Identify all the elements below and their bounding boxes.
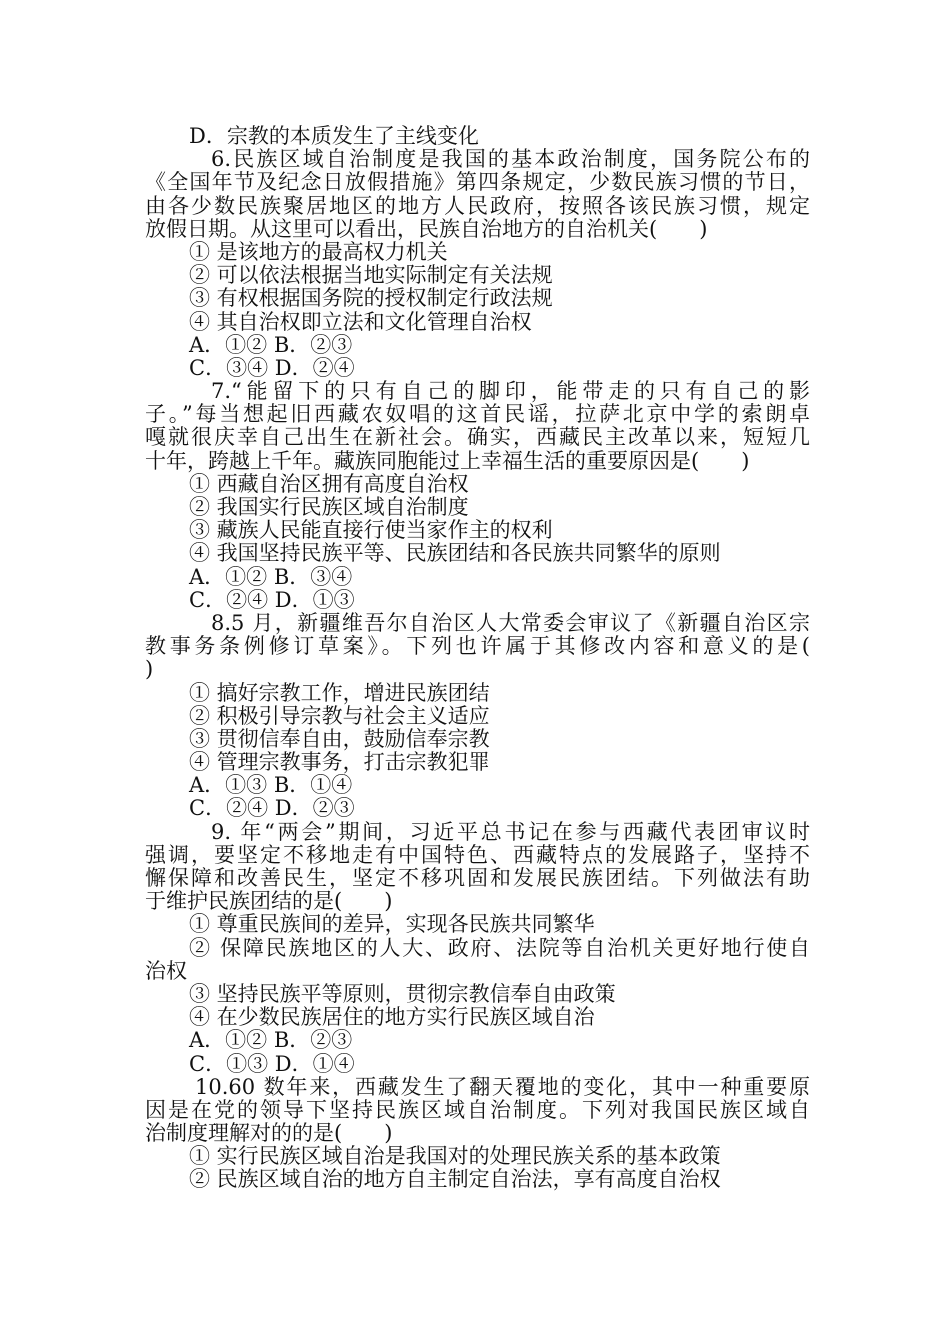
q9-options-ab: A．①② B．②③ [189, 1028, 353, 1053]
q7-statement-2: ② 我国实行民族区域自治制度 [189, 495, 469, 519]
question-6-line-4: 放假日期。从这里可以看出，民族自治地方的自治机关( ) [145, 216, 708, 241]
q10-statement-1: ① 实行民族区域自治是我国对的处理民族关系的基本政策 [189, 1144, 721, 1169]
q10-statement-2: ② 民族区域自治的地方自主制定自治法，享有高度自治权 [189, 1167, 721, 1192]
question-9-line-1: 9. 年“两会”期间，习近平总书记在参与西藏代表团审议时 [211, 820, 810, 844]
q6-options-ab: A．①② B．②③ [189, 332, 353, 357]
q7-options-cd: C．②④ D．①③ [189, 587, 355, 612]
q7-statement-1: ① 西藏自治区拥有高度自治权 [189, 471, 469, 496]
question-7-line-1: 7.“能留下的只有自己的脚印，能带走的只有自己的影 [211, 380, 810, 404]
question-9-line-2: 强调，要坚定不移地走有中国特色、西藏特点的发展路子，坚持不 [145, 843, 810, 867]
q7-options-ab: A．①② B．③④ [189, 564, 353, 589]
question-6-line-2: 《全国年节及纪念日放假措施》第四条规定，少数民族习惯的节日， [145, 171, 810, 195]
question-6-line-3: 由各少数民族聚居地区的地方人民政府，按照各该民族习惯，规定 [145, 194, 810, 218]
q9-statement-2: ② 保障民族地区的人大、政府、法院等自治机关更好地行使自 [189, 936, 810, 960]
q8-statement-1: ① 搞好宗教工作，增进民族团结 [189, 680, 490, 705]
option-d-q5: D．宗教的本质发生了主线变化 [189, 124, 479, 148]
q9-statement-1: ① 尊重民族间的差异，实现各民族共同繁华 [189, 912, 595, 937]
q9-statement-4: ④ 在少数民族居住的地方实行民族区域自治 [189, 1005, 595, 1030]
document-body [145, 125, 810, 1192]
question-7-line-3: 嘎就很庆幸自己出生在新社会。确实，西藏民主改革以来，短短几 [145, 426, 810, 450]
q8-options-cd: C．②④ D．②③ [189, 796, 355, 821]
q9-options-cd: C．①③ D．①④ [189, 1051, 355, 1076]
q6-statement-3: ③ 有权根据国务院的授权制定行政法规 [189, 286, 553, 311]
question-7-line-2: 子。”每当想起旧西藏农奴唱的这首民谣，拉萨北京中学的索朗卓 [145, 403, 810, 427]
q8-statement-2: ② 积极引导宗教与社会主义适应 [189, 703, 490, 728]
question-8-line-1: 8.5 月，新疆维吾尔自治区人大常委会审议了《新疆自治区宗 [211, 611, 810, 635]
question-9-line-3: 懈保障和改善民生，坚定不移巩固和发展民族团结。下列做法有助 [145, 867, 810, 890]
question-10-line-2: 因是在党的领导下坚持民族区域自治制度。下列对我国民族区域自 [145, 1098, 810, 1122]
question-6-line-1: 6.民族区域自治制度是我国的基本政治制度，国务院公布的 [211, 148, 810, 172]
q6-statement-2: ② 可以依法根据当地实际制定有关法规 [189, 263, 553, 288]
q6-statement-1: ① 是该地方的最高权力机关 [189, 239, 448, 264]
question-10-line-1: 10.60 数年来，西藏发生了翻天覆地的变化，其中一种重要原 [195, 1075, 810, 1099]
question-7-line-4: 十年，跨越上千年。藏族同胞能过上幸福生活的重要原因是( ) [145, 448, 750, 473]
q6-statement-4: ④ 其自治权即立法和文化管理自治权 [189, 309, 532, 334]
q7-statement-4: ④ 我国坚持民族平等、民族团结和各民族共同繁华的原则 [189, 541, 721, 566]
question-8-line-2: 教事务条例修订草案》。下列也许属于其修改内容和意义的是( [145, 635, 810, 659]
q8-options-ab: A．①③ B．①④ [189, 773, 353, 798]
q8-statement-4: ④ 管理宗教事务，打击宗教犯罪 [189, 750, 490, 775]
q6-options-cd: C．③④ D．②④ [189, 355, 355, 380]
q9-statement-3: ③ 坚持民族平等原则，贯彻宗教信奉自由政策 [189, 981, 616, 1006]
q9-statement-2-cont: 治权 [145, 958, 187, 983]
question-9-line-4: 于维护民族团结的是( ) [145, 889, 393, 914]
q7-statement-3: ③ 藏族人民能直接行使当家作主的权利 [189, 518, 553, 543]
q8-statement-3: ③ 贯彻信奉自由，鼓励信奉宗教 [189, 726, 490, 751]
question-8-line-3: ) [145, 657, 154, 682]
question-10-line-3: 治制度理解对的的是( ) [145, 1121, 393, 1146]
